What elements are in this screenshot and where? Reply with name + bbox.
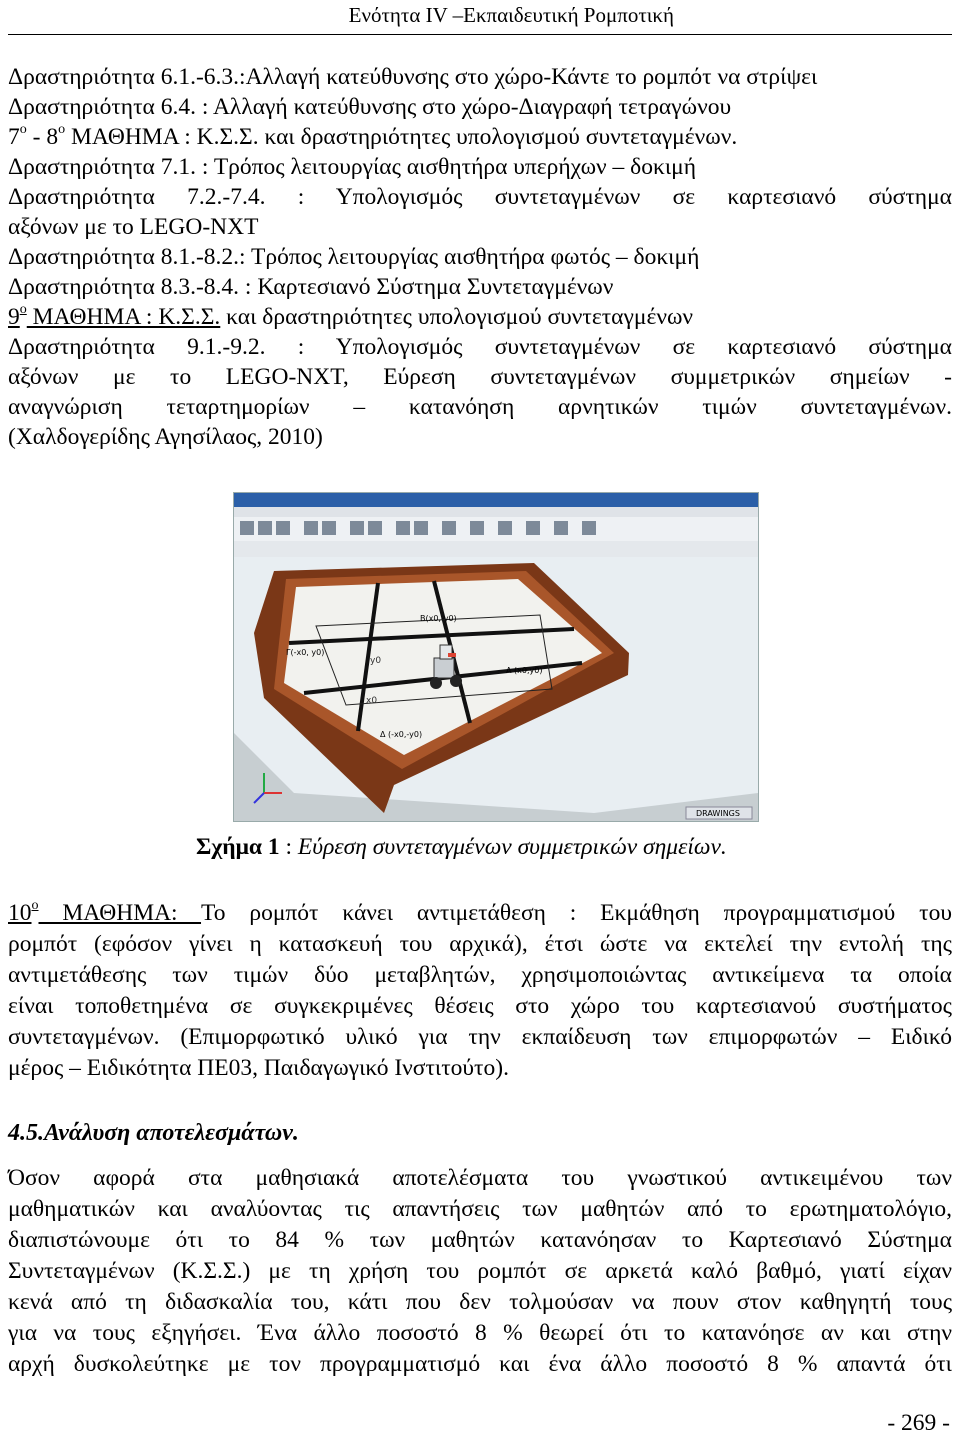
activity-line-8: Δραστηριότητα 8.3.-8.4. : Καρτεσιανό Σύστημα Συντεταγμένων xyxy=(8,274,614,300)
lesson-10-line-3: αντιμετάθεσης των τιμών δύο μεταβλητών, χρησιμοποιώντας αντικείμενα τα οποία xyxy=(8,962,952,988)
activity-line-12: αναγνώριση τεταρτημορίων – κατανόηση αρνητικών τιμών συντεταγμένων. xyxy=(8,394,952,420)
lesson-title: και δραστηριότητες υπολογισμού συντεταγμένων xyxy=(220,304,694,330)
caption-separator: : xyxy=(279,834,298,860)
activity-line-5: Δραστηριότητα 7.2.-7.4. : Υπολογισμός συντεταγμένων σε καρτεσιανό σύστημα xyxy=(8,184,952,210)
ordinal-mark: ο xyxy=(58,122,66,138)
figure-screenshot xyxy=(233,492,759,822)
lesson-label: ΜΑΘΗΜΑ: xyxy=(38,900,202,926)
ordinal-mark: ο xyxy=(31,898,39,914)
lesson-label: ΜΑΘΗΜΑ : Κ.Σ.Σ. xyxy=(26,304,221,330)
lesson-10-line-6: μέρος – Ειδικότητα ΠΕ03, Παιδαγωγικό Ινστιτούτο). xyxy=(8,1055,509,1081)
lesson-7-8-line xyxy=(8,122,737,152)
lesson-title: ΜΑΘΗΜΑ : Κ.Σ.Σ. και δραστηριότητες υπολογισμού συντεταγμένων. xyxy=(65,124,738,150)
label-d: Δ (-x0,-y0) xyxy=(380,730,423,739)
activity-line-11: αξόνων με το LEGO-NXT, Εύρεση συντεταγμένων συμμετρικών σημείων - xyxy=(8,364,952,390)
lesson-10-line-5: συντεταγμένων. (Επιμορφωτικό υλικό για την εκπαίδευση των επιμορφωτών – Ειδικό xyxy=(8,1024,952,1050)
analysis-line-6: για να τους εξηγήσει. Ένα άλλο ποσοστό 8 % θεωρεί ότι το κατανόησε αν και στην xyxy=(8,1320,952,1346)
lesson-range: - 8 xyxy=(26,124,59,150)
activity-line-7: Δραστηριότητα 8.1.-8.2.: Τρόπος λειτουργίας αισθητήρα φωτός – δοκιμή xyxy=(8,244,700,270)
lesson-number: 10 xyxy=(8,900,32,926)
analysis-line-4: Συντεταγμένων (Κ.Σ.Σ.) με τη χρήση του ρομπότ σε αρκετά καλό βαθμό, γιατί είχαν xyxy=(8,1258,952,1284)
activity-line-6: αξόνων με το LEGO-NXT xyxy=(8,214,259,240)
activity-line-4: Δραστηριότητα 7.1. : Τρόπος λειτουργίας αισθητήρα υπερήχων – δοκιμή xyxy=(8,154,697,180)
window-title-bar xyxy=(234,493,758,507)
lesson-10-line-1 xyxy=(8,898,952,928)
page-number: - 269 - xyxy=(887,1410,950,1436)
second-toolbar xyxy=(234,541,758,557)
activity-line-2: Δραστηριότητα 6.4. : Αλλαγή κατεύθυνσης στο χώρο-Διαγραφή τετραγώνου xyxy=(8,94,732,120)
lesson-number: 7 xyxy=(8,124,20,150)
lesson-9-line xyxy=(8,302,693,332)
analysis-line-7: αρχή δυσκολεύτηκε με τον προγραμματισμό και ένα άλλο ποσοστό 8 % απαντά ότι xyxy=(8,1351,952,1377)
citation-line: (Χαλδογερίδης Αγησίλαος, 2010) xyxy=(8,424,323,450)
running-header: Ενότητα IV –Εκπαιδευτική Ρομποτική xyxy=(348,3,674,27)
label-x0: x0 xyxy=(366,696,378,706)
lesson-10-line-2: ρομπότ (εφόσον γίνει η κατασκευή του αρχικά), έτσι ώστε να εκτελεί την εντολή της xyxy=(8,931,952,957)
lesson-number: 9 xyxy=(8,304,20,330)
analysis-line-5: κενά από τη διδασκαλία του, κάτι που δεν τολμούσαν να πουν στον καθηγητή τους xyxy=(8,1289,952,1315)
caption-label: Σχήμα 1 xyxy=(196,834,280,860)
caption-text: Εύρεση συντεταγμένων συμμετρικών σημείων. xyxy=(297,834,727,860)
header-rule xyxy=(8,34,952,35)
ordinal-mark: ο xyxy=(19,122,27,138)
label-g: Γ(-x0, y0) xyxy=(286,648,325,657)
label-y0: y0 xyxy=(370,656,382,666)
label-a: A (x0,y0) xyxy=(506,666,543,675)
analysis-line-1: Όσον αφορά στα μαθησιακά αποτελέσματα του γνωστικού αντικειμένου των xyxy=(8,1165,952,1191)
board-illustration xyxy=(234,493,758,821)
drawings-tab-label: DRAWINGS xyxy=(696,809,740,818)
menu-bar xyxy=(234,507,758,517)
activity-line-10: Δραστηριότητα 9.1.-9.2. : Υπολογισμός συντεταγμένων σε καρτεσιανό σύστημα xyxy=(8,334,952,360)
activity-line-1: Δραστηριότητα 6.1.-6.3.:Αλλαγή κατεύθυνσης στο χώρο-Κάντε το ρομπότ να στρίψει xyxy=(8,64,818,90)
section-heading: 4.5.Ανάλυση αποτελεσμάτων. xyxy=(8,1120,299,1146)
lesson-10-line-4: είναι τοποθετημένα σε συγκεκριμένες θέσεις στο χώρο του καρτεσιανού συστήματος xyxy=(8,993,952,1019)
analysis-line-2: μαθηματικών και αναλύοντας τις απαντήσεις των μαθητών από το ερωτηματολόγιο, xyxy=(8,1196,952,1222)
analysis-line-3: διαπιστώνουμε ότι το 84 % των μαθητών κατανόησαν το Καρτεσιανό Σύστημα xyxy=(8,1227,952,1253)
label-b: B(x0,-y0) xyxy=(420,614,457,623)
ordinal-mark: ο xyxy=(19,302,27,318)
figure-caption xyxy=(196,832,727,862)
lesson-title: Το ρομπότ κάνει αντιμετάθεση : Εκμάθηση προγραμματισμού του xyxy=(201,900,952,926)
